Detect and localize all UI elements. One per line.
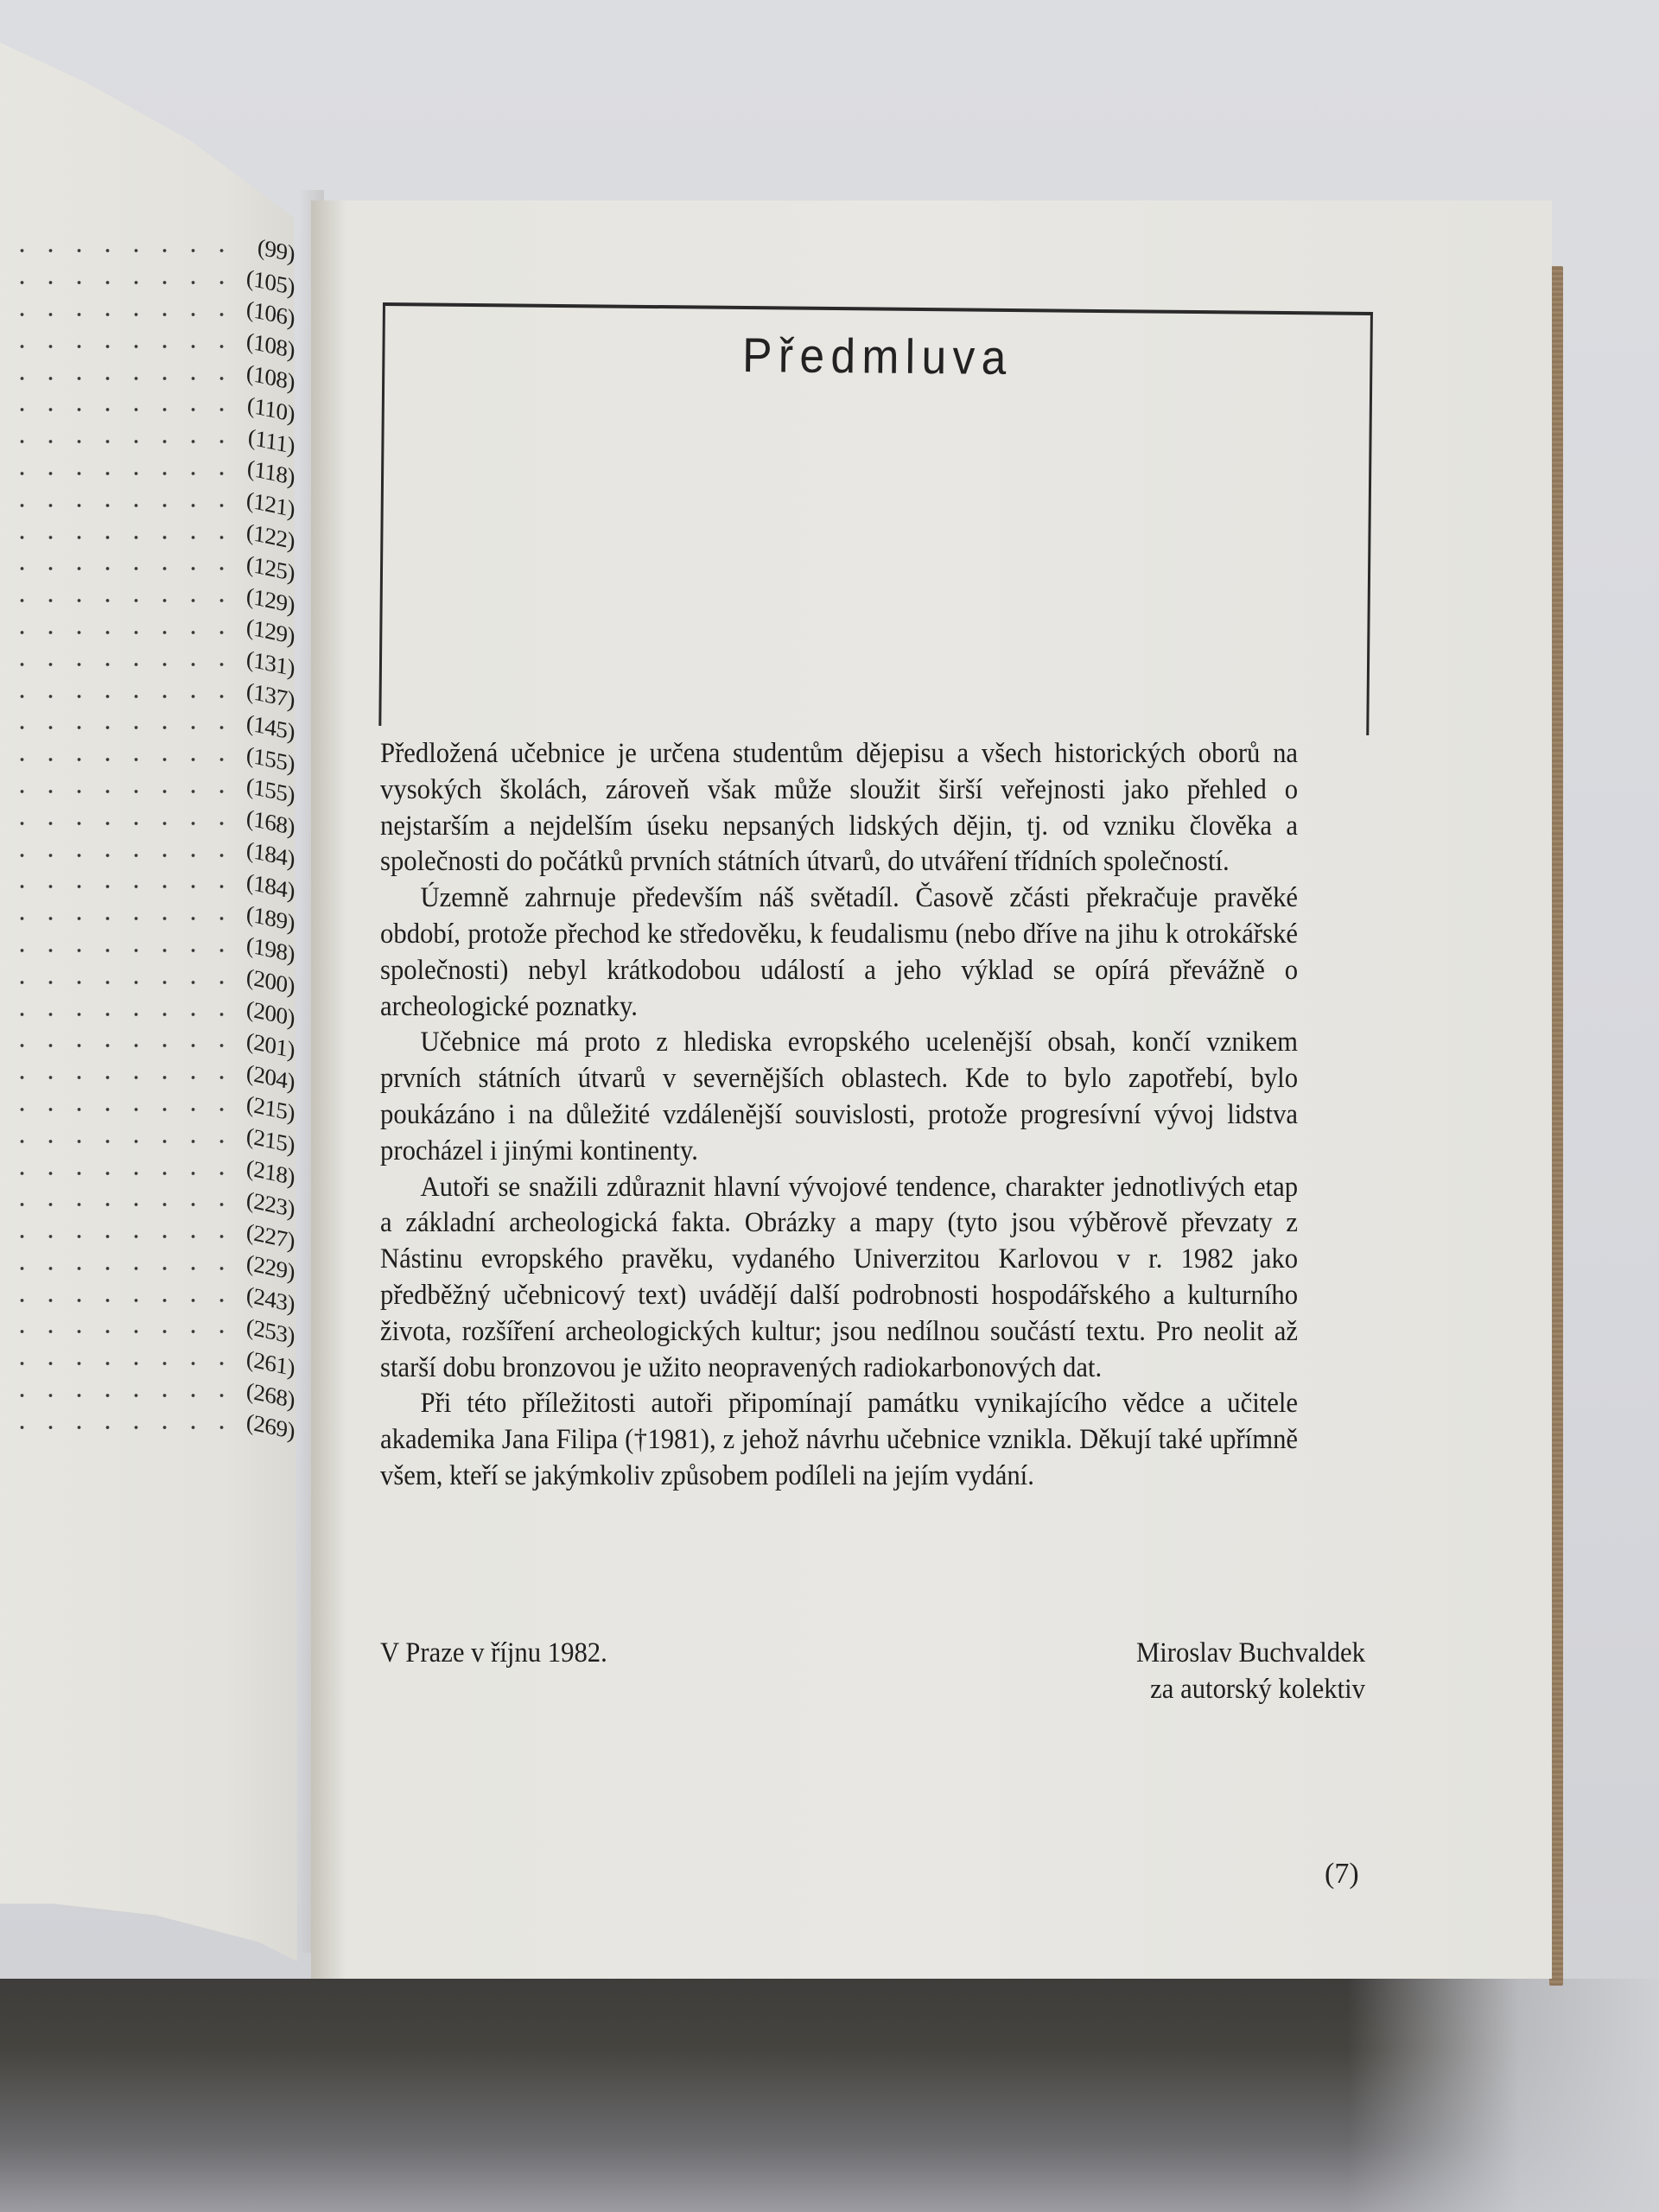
dot-leader — [7, 726, 236, 729]
toc-page-number: (227) — [245, 1217, 296, 1254]
toc-page-number: (121) — [245, 486, 296, 523]
dot-leader — [7, 1426, 236, 1429]
dot-leader — [7, 1076, 236, 1079]
toc-page-number: (131) — [245, 645, 296, 682]
toc-row — [0, 1154, 298, 1191]
dot-leader — [7, 472, 236, 475]
toc-page-number: (137) — [245, 677, 296, 714]
toc-row — [0, 550, 298, 587]
page-number: (7) — [1325, 1858, 1359, 1890]
toc-page-number: (125) — [245, 550, 296, 587]
toc-row — [0, 486, 298, 523]
dot-leader — [7, 981, 236, 984]
toc-page-number: (168) — [245, 804, 296, 841]
toc-page-number: (111) — [247, 423, 296, 459]
dot-leader — [7, 599, 236, 602]
dot-leader — [7, 1330, 236, 1333]
dot-leader — [7, 313, 236, 316]
dot-leader — [7, 249, 236, 252]
dot-leader — [7, 790, 236, 793]
dot-leader — [7, 822, 236, 825]
toc-row — [0, 235, 298, 267]
toc-page-number: (108) — [245, 327, 296, 364]
dot-leader — [7, 504, 236, 507]
dot-leader — [7, 408, 236, 411]
dot-leader — [7, 758, 236, 761]
dot-leader — [7, 1172, 236, 1175]
toc-page-number: (269) — [245, 1408, 296, 1445]
paragraph: Územně zahrnuje především náš světadíl. Časově zčásti překračuje pravěké období, protože přechod ke středověku, k feudalismu (nebo dříve na jihu k otrokářské společnosti) nebyl krátkodobou událostí a jeho výklad se opírá převážně o archeologické poznatky. — [380, 882, 1299, 1022]
dot-leader — [7, 917, 236, 920]
author-name: Miroslav Buchvaldek — [1135, 1637, 1365, 1669]
toc-row — [0, 804, 298, 841]
dot-leader — [7, 567, 236, 570]
toc-page-number: (215) — [245, 1090, 296, 1127]
toc-row — [0, 1058, 298, 1095]
toc-row — [0, 899, 298, 936]
toc-page-number: (243) — [245, 1281, 296, 1318]
dot-leader — [7, 1108, 236, 1111]
toc-page-number: (145) — [245, 709, 296, 746]
dot-leader — [7, 1203, 236, 1206]
toc-page-number: (108) — [245, 359, 296, 396]
toc-page-number: (155) — [245, 741, 296, 777]
toc-row — [0, 391, 298, 428]
toc-row — [0, 423, 298, 459]
toc-row — [0, 1027, 298, 1064]
toc-page-number: (198) — [245, 931, 296, 968]
toc-page-number: (200) — [245, 995, 296, 1032]
paragraph: Při této příležitosti autoři připomínají památku vynikajícího vědce a učitele akademika Jana Filipa (†1981), z jehož návrhu učebnice vznikla. Děkují také upřímně všem, kteří se jakýmkoliv způsobem podíleli na jejím vydání. — [380, 1388, 1299, 1491]
preface-body — [380, 736, 1298, 1495]
toc-row — [0, 931, 298, 968]
dot-leader — [7, 440, 236, 443]
toc-row — [0, 1376, 298, 1413]
toc-page-number: (105) — [245, 264, 296, 300]
paragraph: Předložená učebnice je určena studentům dějepisu a všech historických oborů na vysokých školách, zároveň však může sloužit širší veřejnosti jako přehled o nejstarším a nejdelším úseku nepsaných lidských dějin, tj. od vzniku člověka a společnosti do počátků prvních státních útvarů, do utváření třídních společností. — [380, 738, 1299, 878]
toc-page-number: (218) — [245, 1154, 296, 1191]
toc-page-number: (223) — [245, 1185, 296, 1223]
toc-page-number: (122) — [245, 518, 296, 555]
toc-row — [0, 963, 298, 1000]
toc-row — [0, 296, 298, 332]
dot-leader — [7, 1140, 236, 1143]
dot-leader — [7, 949, 236, 952]
dot-leader — [7, 631, 236, 634]
toc-row — [0, 1281, 298, 1318]
dot-leader — [7, 281, 236, 284]
toc-page-number: (229) — [245, 1249, 296, 1286]
toc-row — [0, 645, 298, 682]
toc-page-number: (110) — [246, 391, 296, 428]
toc-page-number: (204) — [245, 1058, 296, 1095]
dot-leader — [7, 1235, 236, 1238]
toc-row — [0, 836, 298, 873]
dot-leader — [7, 536, 236, 539]
dot-leader — [7, 1394, 236, 1397]
dot-leader — [7, 1362, 236, 1365]
toc-page-number: (184) — [245, 836, 296, 873]
toc-page-number: (129) — [245, 613, 296, 650]
toc-row — [0, 709, 298, 746]
dot-leader — [7, 695, 236, 698]
toc-page-number: (184) — [245, 868, 296, 905]
dot-leader — [7, 345, 236, 348]
dot-leader — [7, 663, 236, 666]
page-title: Předmluva — [741, 327, 1013, 385]
toc-row — [0, 1122, 298, 1159]
toc-row — [0, 1313, 298, 1350]
paragraph: Učebnice má proto z hlediska evropského ucelenější obsah, končí vznikem prvních státních útvarů v severnějších oblastech. Kde to bylo zapotřebí, bylo poukázáno i na důležité vzdálenější souvislosti, protože progresívní vývoj lidstva procházel i jinými kontinenty. — [380, 1027, 1299, 1166]
toc-page-number: (261) — [245, 1344, 296, 1382]
author-role: za autorský kolektiv — [1150, 1674, 1365, 1705]
dot-leader — [7, 854, 236, 857]
toc-page-number: (155) — [245, 772, 296, 809]
toc-page-number: (189) — [245, 899, 296, 936]
toc-row — [0, 772, 298, 809]
paragraph: Autoři se snažili zdůraznit hlavní vývojové tendence, charakter jednotlivých etap a základní archeologická fakta. Obrázky a mapy (tyto jsou výběrově převzaty z Nástinu evropského pravěku, vydaného Univerzitou Karlovou v r. 1982 jako předběžný učebnicový text) uvádějí další podrobnosti hospodářského a kulturního života, rozšíření archeologických kultur; jsou nedílnou součástí textu. Pro neolit až starší dobu bronzovou je užito neopravených radiokarbonových dat. — [380, 1171, 1299, 1383]
toc-row — [0, 868, 298, 905]
dot-leader — [7, 885, 236, 888]
toc-row — [0, 1217, 298, 1254]
toc-page-number: (200) — [245, 963, 296, 1000]
title-frame — [378, 302, 1373, 735]
toc-row — [0, 1249, 298, 1286]
toc-row — [0, 359, 298, 396]
dot-leader — [7, 377, 236, 380]
toc-page-number: (201) — [245, 1027, 296, 1064]
toc-page-number: (129) — [245, 582, 296, 618]
toc-row — [0, 264, 298, 300]
dot-leader — [7, 1044, 236, 1047]
toc-row — [0, 1408, 298, 1445]
dot-leader — [7, 1013, 236, 1016]
toc-row — [0, 1090, 298, 1127]
right-page-gutter — [311, 200, 346, 1979]
toc-page-number: (268) — [245, 1376, 296, 1413]
author-signature — [1136, 1635, 1365, 1707]
signature-block — [380, 1635, 1365, 1721]
toc-page-number: (99) — [257, 233, 296, 267]
toc-page-number: (253) — [245, 1313, 296, 1350]
toc-row — [0, 677, 298, 714]
toc-row — [0, 613, 298, 650]
toc-row — [0, 1344, 298, 1382]
toc-row — [0, 582, 298, 618]
toc-row — [0, 995, 298, 1032]
toc-page-number: (118) — [246, 454, 296, 491]
toc-row — [0, 518, 298, 555]
place-date: V Praze v říjnu 1982. — [380, 1637, 607, 1669]
toc-row — [0, 1185, 298, 1223]
toc-row — [0, 741, 298, 777]
toc-page-number: (106) — [245, 296, 296, 332]
dot-leader — [7, 1299, 236, 1302]
table-of-contents-page-numbers — [0, 235, 298, 1443]
dot-leader — [7, 1267, 236, 1270]
toc-page-number: (215) — [245, 1122, 296, 1159]
table-shadow-fade — [1348, 1979, 1659, 2212]
toc-row — [0, 454, 298, 491]
toc-row — [0, 327, 298, 364]
